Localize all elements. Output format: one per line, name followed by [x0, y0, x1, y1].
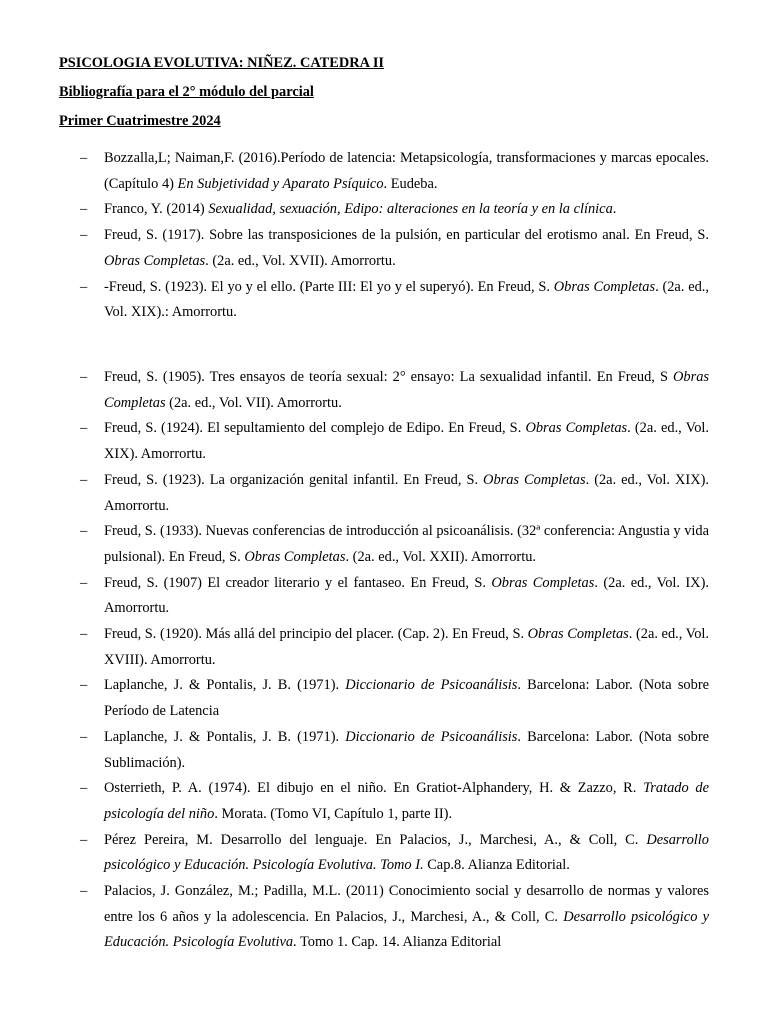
- entry-segment: (2a. ed., Vol. VII). Amorrortu.: [165, 394, 342, 411]
- entry-text: [104, 275, 709, 326]
- bibliography-entry: [0, 365, 709, 416]
- entry-italic-segment: Desarrollo psicológico y Educación. Psicología Evolutiva: [104, 908, 709, 951]
- entry-italic-segment: Obras Completas: [491, 574, 595, 591]
- entry-segment: . (2a. ed., Vol. XIX). Amorrortu.: [104, 420, 709, 463]
- bibliography-entry: [0, 725, 709, 776]
- entry-segment: . (2a. ed., Vol. XVII). Amorrortu.: [205, 252, 396, 269]
- entry-text: [104, 146, 709, 197]
- entry-text: [104, 725, 709, 776]
- bullet-dash: –: [80, 278, 88, 295]
- bibliography-entry: [0, 197, 709, 223]
- bibliography-entry: [0, 776, 709, 827]
- bibliography-entry: [0, 828, 709, 879]
- entry-italic-segment: Obras Completas: [483, 471, 586, 488]
- entry-segment: . (2a. ed., Vol. XIX). Amorrortu.: [104, 471, 709, 514]
- entry-segment: Freud, S. (1907) El creador literario y el fantaseo. En Freud, S.: [104, 574, 492, 591]
- entry-segment: Pérez Pereira, M. Desarrollo del lenguaje. En Palacios, J., Marchesi, A., & Coll, C.: [104, 831, 647, 848]
- bibliography-entry: [0, 571, 709, 622]
- bullet-dash: –: [80, 831, 88, 848]
- bullet-dash: –: [80, 201, 88, 218]
- entry-text: [104, 416, 709, 467]
- entry-segment: Freud, S. (1924). El sepultamiento del complejo de Edipo. En Freud, S.: [104, 420, 526, 437]
- entry-segment: Freud, S. (1920). Más allá del principio del placer. (Cap. 2). En Freud, S.: [104, 626, 528, 643]
- bibliography-list-primary: [0, 146, 768, 326]
- entry-italic-segment: Obras Completas: [104, 252, 206, 269]
- entry-italic-segment: Obras Completas: [553, 278, 656, 295]
- bibliography-entry: [0, 879, 709, 956]
- bullet-dash: –: [80, 626, 88, 643]
- entry-segment: -Freud, S. (1923). El yo y el ello. (Parte III: El yo y el superyó). En Freud, S.: [104, 278, 554, 295]
- bibliography-entry: [0, 223, 709, 274]
- entry-italic-segment: Obras Completas: [104, 369, 709, 411]
- entry-italic-segment: Sexualidad, sexuación, Edipo: alteraciones en la teoría y en la clínica: [208, 201, 613, 218]
- entry-segment: . Morata. (Tomo VI, Capítulo 1, parte II).: [214, 805, 453, 822]
- entry-segment: Franco, Y. (2014): [104, 201, 209, 218]
- bullet-dash: –: [80, 523, 88, 540]
- bibliography-entry: [0, 622, 709, 673]
- document-term: Primer Cuatrimestre 2024: [59, 113, 221, 129]
- bullet-dash: –: [80, 780, 88, 797]
- entry-segment: Osterrieth, P. A. (1974). El dibujo en el niño. En Gratiot-Alphandery, H. & Zazzo, R.: [104, 780, 644, 797]
- entry-italic-segment: Obras Completas: [525, 420, 628, 437]
- document-subtitle: Bibliografía para el 2° módulo del parcial: [59, 84, 314, 100]
- entry-text: [104, 622, 709, 673]
- bullet-dash: –: [80, 883, 88, 900]
- entry-segment: Freud, S. (1905). Tres ensayos de teoría sexual: 2° ensayo: La sexualidad infantil. En Freud, S: [104, 369, 674, 385]
- entry-text: [104, 365, 709, 416]
- document-title: PSICOLOGIA EVOLUTIVA: NIÑEZ. CATEDRA II: [59, 55, 385, 71]
- entry-text: [104, 828, 709, 879]
- bullet-dash: –: [80, 574, 88, 591]
- bibliography-entry: [0, 416, 709, 467]
- bullet-dash: –: [80, 420, 88, 437]
- entry-text: [104, 879, 709, 956]
- entry-segment: . Barcelona: Labor. (Nota sobre Sublimación).: [104, 728, 709, 771]
- entry-segment: . Eudeba.: [383, 175, 438, 192]
- bibliography-entry: [0, 275, 709, 326]
- entry-segment: . (2a. ed., Vol. XVIII). Amorrortu.: [104, 626, 710, 668]
- bibliography-entry: [0, 146, 709, 197]
- entry-segment: Freud, S. (1923). La organización genital infantil. En Freud, S.: [104, 471, 484, 488]
- entry-italic-segment: Diccionario de Psicoanálisis: [345, 677, 518, 694]
- entry-text: [104, 571, 709, 622]
- entry-segment: . (2a. ed., Vol. XIX).: Amorrortu.: [104, 278, 709, 321]
- entry-text: [104, 776, 709, 827]
- bullet-dash: –: [80, 369, 88, 385]
- entry-segment: . Tomo 1. Cap. 14. Alianza Editorial: [293, 934, 502, 951]
- entry-text: [104, 673, 709, 724]
- entry-italic-segment: Desarrollo psicológico y Educación. Psicología Evolutiva. Tomo I.: [104, 831, 709, 874]
- entry-italic-segment: Tratado de psicología del niño: [104, 780, 709, 822]
- entry-text: [104, 223, 709, 274]
- entry-segment: Freud, S. (1933). Nuevas conferencias de introducción al psicoanálisis. (32ª conferencia: Angustia y vida pulsional). En Freud, S.: [104, 523, 709, 565]
- bibliography-entry: [0, 519, 709, 570]
- entry-segment: . (2a. ed., Vol. IX). Amorrortu.: [104, 574, 709, 617]
- entry-segment: . Barcelona: Labor. (Nota sobre Período de Latencia: [104, 677, 709, 720]
- entry-segment: Laplanche, J. & Pontalis, J. B. (1971).: [104, 728, 346, 745]
- bullet-dash: –: [80, 728, 88, 745]
- entry-italic-segment: Obras Completas: [527, 626, 629, 643]
- bullet-dash: –: [80, 677, 88, 694]
- bullet-dash: –: [80, 471, 88, 488]
- bibliography-entry: [0, 468, 709, 519]
- entry-text: [104, 468, 709, 519]
- entry-segment: Palacios, J. González, M.; Padilla, M.L. (2011) Conocimiento social y desarrollo de normas y valores entre los 6 años y la adolescencia. En Palacios, J., Marchesi, A., & Coll, C.: [104, 883, 709, 925]
- bibliography-list-secondary: [0, 365, 768, 956]
- entry-text: [104, 519, 709, 570]
- entry-text: [104, 197, 709, 223]
- entry-segment: . (2a. ed., Vol. XXII). Amorrortu.: [345, 548, 536, 565]
- entry-segment: Bozzalla,L; Naiman,F. (2016).Período de latencia: Metapsicología, transformaciones y marcas epocales. (Capítulo 4): [104, 150, 709, 192]
- entry-segment: Laplanche, J. & Pontalis, J. B. (1971).: [104, 677, 346, 694]
- entry-segment: Cap.8. Alianza Editorial.: [423, 857, 570, 874]
- entry-segment: .: [612, 201, 617, 218]
- bibliography-entry: [0, 673, 709, 724]
- entry-segment: Freud, S. (1917). Sobre las transposiciones de la pulsión, en particular del erotismo anal. En Freud, S.: [104, 227, 709, 244]
- entry-italic-segment: En Subjetividad y Aparato Psíquico: [177, 175, 384, 192]
- entry-italic-segment: Obras Completas: [244, 548, 346, 565]
- bullet-dash: –: [80, 150, 88, 166]
- bullet-dash: –: [80, 227, 88, 244]
- entry-italic-segment: Diccionario de Psicoanálisis: [345, 728, 518, 745]
